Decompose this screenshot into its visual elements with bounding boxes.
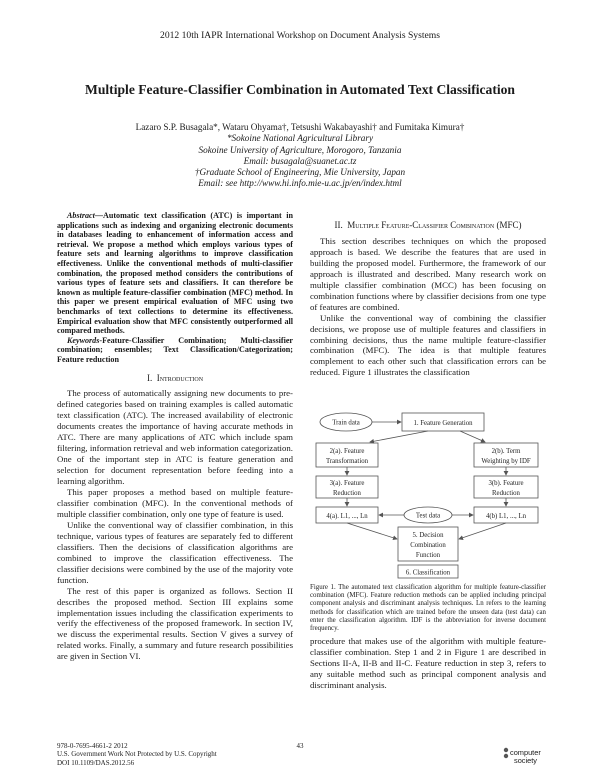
svg-text:Train data: Train data (332, 419, 360, 427)
doi: DOI 10.1109/DAS.2012.56 (57, 758, 135, 767)
section-2-paragraph: Unlike the conventional way of combining the classifier decisions, we propose use of multiple features and classifiers in combining decisions, thus the name multiple feature-classifier combination (MFC). The idea is that multiple features complement to each other such that classification errors can be reduced. Figure 1 illustrates the classification (310, 312, 546, 378)
section-1-paragraph: The process of automatically assigning new documents to pre-defined categories based on training examples is called automatic text classification (ATC). The increased availability of electronic documents creates the importance of having accurate methods in ATC. There are many applications of ATC which include spam filtering, information retrieval and web information categorization. One of the important step in ATC is feature generation and selection for document representation before feeding into a learning algorithm. (57, 388, 293, 487)
figure-1-diagram (310, 405, 546, 580)
arrow (460, 431, 485, 442)
affiliation-2: †Graduate School of Engineering, Mie University, Japan (194, 167, 406, 178)
svg-text:1. Feature Generation: 1. Feature Generation (413, 420, 473, 427)
svg-text:Function: Function (415, 552, 441, 559)
affiliation-1-university: Sokoine University of Agriculture, Morogoro, Tanzania (198, 144, 402, 155)
svg-text:3(b). Feature: 3(b). Feature (488, 480, 524, 487)
section-2-number: II. (334, 220, 343, 230)
section-1-heading (57, 373, 293, 384)
feature-reduction-b-node (474, 476, 538, 498)
affiliation-1-email: Email: busagala@suanet.ac.tz (243, 155, 357, 166)
right-column-continued (310, 636, 546, 691)
svg-text:4(b) L1, ..., Ln: 4(b) L1, ..., Ln (485, 513, 527, 520)
paper-title: Multiple Feature-Classifier Combination in Automated Text Classification (85, 82, 515, 97)
section-2-heading (310, 220, 546, 231)
abstract-label: Abstract (67, 211, 95, 220)
copyright-notice: U.S. Government Work Not Protected by U.S. Copyright (57, 750, 217, 759)
section-1-paragraph: Unlike the conventional way of classifier combination, in this technique, various types of features are separately fed to different classifiers. Then the decisions of classification algorithms are combined to improve the classification effectiveness. The classifier decisions were combined by the use of the majority vote function. (57, 519, 293, 585)
feature-reduction-a-node (316, 476, 378, 498)
keywords (57, 336, 293, 365)
feature-transformation-node (316, 443, 378, 467)
section-2-paragraph: This section describes techniques on which the proposed approach is based. We describe the features that are used in building the proposed model. Furthermore, the framework of our approach is illustrated and described. Many research work on multiple classifier combination (MCC) has been focusing on combination functions where by classifier decisions from one type of features are combined. (310, 235, 546, 312)
decision-combination-node (398, 527, 458, 561)
test-data-node (404, 507, 452, 523)
svg-text:Transformation: Transformation (325, 458, 369, 465)
logo-text-line-2: society (514, 756, 538, 765)
svg-text:5. Decision: 5. Decision (412, 532, 444, 539)
svg-text:Reduction: Reduction (333, 490, 361, 497)
footer-left (57, 742, 297, 767)
section-2-continuation: procedure that makes use of the algorithm with multiple feature-classifier combination. Step 1 and 2 in Figure 1 are described in Sections II-A, II-B and II-C. Feature reduction in step 3, refers to any suitable method such as principal component analysis and discriminant analysis. (310, 636, 546, 690)
svg-text:Weighting by IDF: Weighting by IDF (481, 458, 531, 465)
svg-text:Test data: Test data (415, 512, 441, 520)
keywords-text: -Feature-Classifier Combination; Multi-classifier combination; ensembles; Text Classification/Categorization; Feature reduction (57, 335, 293, 364)
isbn: 978-0-7695-4661-2 2012 (57, 742, 128, 750)
arrow (347, 523, 397, 539)
logo-text-line-1: computer (510, 748, 541, 757)
svg-text:Reduction: Reduction (492, 490, 520, 497)
arrow (459, 523, 506, 539)
svg-text:6. Classification: 6. Classification (405, 569, 451, 577)
svg-text:3(a). Feature: 3(a). Feature (329, 480, 365, 487)
term-weighting-node (474, 443, 538, 467)
svg-text:2(a). Feature: 2(a). Feature (329, 448, 365, 455)
section-1-title: Introduction (156, 372, 204, 383)
feature-generation-node (402, 413, 484, 431)
left-column (57, 211, 293, 662)
abstract (57, 211, 293, 336)
figure-1-caption: Figure 1. The automated text classification algorithm for multiple feature-classifier combination (MFC). Feature reduction methods can be applied including principal component analysis and discriminant analysis techniques. Ln refers to the learning methods for classification which are trained before the unseen data (test data) can enter the classification algorithm. IDF is the abbreviation for inverse document frequency. (310, 584, 546, 633)
classifiers-b-node (474, 507, 538, 523)
section-1-number: I. (146, 372, 153, 383)
author-block (60, 122, 540, 190)
affiliation-1: *Sokoine National Agricultural Library (226, 133, 374, 144)
section-2-title: Multiple Feature-Classifier Combination (MFC) (347, 220, 522, 230)
right-column (310, 220, 546, 378)
abstract-text: —Automatic text classification (ATC) is important in applications such as indexing and organizing electronic documents in databases leading to enhancement of information access and retrieval. We propose a method which employs various types of feature sets and learning algorithms to improve classification effectiveness. Unlike the conventional methods of multi-classifier combination, the proposed method considers the contributions of various types of feature sets and classifiers. It can therefore be known as multiple feature-classifier combination (MFC) method. In this paper we present empirical evaluation of MFC using two benchmarks of text collections to determine its effectiveness. Empirical evaluation show that MFC consistently outperformed all compared methods. (57, 211, 293, 336)
svg-text:4(a). L1, ..., Ln: 4(a). L1, ..., Ln (326, 513, 368, 520)
author-names: Lazaro S.P. Busagala*, Wataru Ohyama†, Tetsushi Wakabayashi† and Fumitaka Kimura† (135, 122, 465, 132)
train-data-node (320, 413, 372, 431)
classification-node (398, 565, 458, 578)
classifiers-a-node (316, 507, 378, 523)
page-number: 43 (296, 742, 304, 750)
computer-society-logo (498, 744, 548, 770)
conference-header: 2012 10th IAPR International Workshop on Document Analysis Systems (160, 30, 440, 41)
svg-text:2(b). Term: 2(b). Term (491, 448, 521, 455)
svg-text:Combination: Combination (410, 542, 446, 549)
section-1-paragraph: The rest of this paper is organized as follows. Section II describes the proposed method. Section III explains some implementation issues including the classification experiments to verify the effectiveness of the proposed framework. In section IV, we discuss the experimental results. Section V gives a survey of related works. Finally, a summary and future research possibilities are given in Section VI. (57, 585, 293, 662)
logo-text (510, 749, 541, 765)
affiliation-2-email: Email: see http://www.hi.info.mie-u.ac.jp/en/index.html (198, 178, 402, 189)
section-1-paragraph: This paper proposes a method based on multiple feature-classifier combination (MFC). In the conventional methods of multiple classifier combination, only one type of feature is used. (57, 487, 293, 519)
keywords-label: Keywords (67, 335, 100, 345)
arrow (370, 431, 428, 442)
